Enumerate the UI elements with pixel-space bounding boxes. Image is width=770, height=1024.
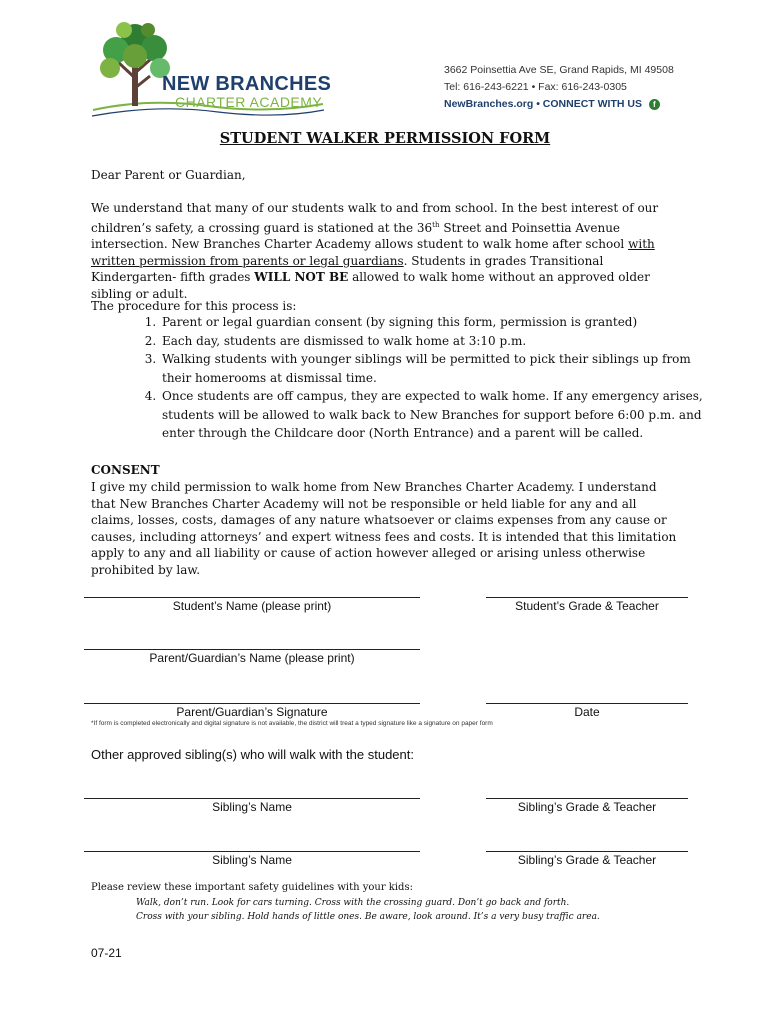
brand-name: NEW BRANCHES (162, 73, 332, 95)
procedure-intro: The procedure for this process is: (91, 299, 297, 313)
intro-paragraph (91, 200, 681, 302)
phone-fax: Tel: 616-243-6221 • Fax: 616-243-0305 (444, 81, 627, 93)
sibling-grade-line-1[interactable] (486, 798, 688, 799)
student-grade-label: Student’s Grade & Teacher (515, 599, 659, 613)
address: 3662 Poinsettia Ave SE, Grand Rapids, MI 49508 (444, 64, 674, 76)
consent-heading: CONSENT (91, 463, 160, 477)
connect-text: • CONNECT WITH US (536, 98, 642, 110)
list-item: 4. Once students are off campus, they are expected to walk home. If any emergency arises, students will be allowed to walk back to New Branches for support before 6:00 p.m. and enter through the Childcare door (North Entrance) and a parent will be called. (160, 387, 705, 443)
intro-sup: th (432, 220, 440, 229)
sibling-grade-line-2[interactable] (486, 851, 688, 852)
guardian-signature-label: Parent/Guardian’s Signature (176, 705, 328, 719)
sibling-name-label-2: Sibling’s Name (212, 853, 292, 867)
list-item: 1. Parent or legal guardian consent (by signing this form, permission is granted) (160, 313, 705, 332)
student-name-label: Student’s Name (please print) (172, 599, 332, 613)
student-grade-line[interactable] (486, 597, 688, 598)
sibling-name-line-2[interactable] (84, 851, 420, 852)
guardian-name-line[interactable] (84, 649, 420, 650)
intro-text-4: allowed to walk home without an approved older sibling or adult. (91, 270, 650, 301)
facebook-icon[interactable]: f (649, 99, 660, 110)
student-name-line[interactable] (84, 597, 420, 598)
list-item: 2. Each day, students are dismissed to walk home at 3:10 p.m. (160, 332, 705, 351)
list-item: 3. Walking students with younger siblings will be permitted to pick their siblings up from their homerooms at dismissal time. (160, 350, 705, 387)
intro-text-1: We understand that many of our students walk to and from school. In the best interest of our children’s safety, a crossing guard is stationed at the 36 (91, 201, 659, 235)
intro-underlined: with written permission from parents or legal guardians (91, 237, 655, 268)
sibling-name-line-1[interactable] (84, 798, 420, 799)
website-link[interactable]: NewBranches.org (444, 98, 534, 110)
safety-intro: Please review these important safety guidelines with your kids: (91, 882, 413, 893)
sibling-grade-label-1: Sibling’s Grade & Teacher (517, 800, 657, 814)
safety-tip-1: Walk, don’t run. Look for cars turning. Cross with the crossing guard. Don’t go back and forth. (136, 898, 570, 908)
sibling-name-label-1: Sibling’s Name (212, 800, 292, 814)
form-title: STUDENT WALKER PERMISSION FORM (219, 130, 551, 147)
intro-text-3: . Students in grades Transitional Kindergarten- fifth grades (91, 253, 604, 284)
date-label: Date (574, 705, 600, 719)
greeting: Dear Parent or Guardian, (91, 168, 246, 182)
contact-line (444, 98, 660, 110)
date-line[interactable] (486, 703, 688, 704)
intro-bold: WILL NOT BE (254, 270, 349, 284)
sibling-grade-label-2: Sibling’s Grade & Teacher (517, 853, 657, 867)
other-siblings-heading: Other approved sibling(s) who will walk with the student: (91, 747, 414, 762)
signature-note: *If form is completed electronically and digital signature is not available, the district will treat a typed signature like a signature on paper form (91, 720, 493, 727)
guardian-signature-line[interactable] (84, 703, 420, 704)
guardian-name-label: Parent/Guardian’s Name (please print) (149, 651, 355, 665)
procedure-list (136, 313, 705, 443)
intro-text-2: Street and Poinsettia Avenue intersection. New Branches Charter Academy allows student to walk home after school (91, 220, 629, 251)
form-code: 07-21 (91, 946, 122, 960)
consent-text: I give my child permission to walk home from New Branches Charter Academy. I understand that New Branches Charter Academy will not be responsible or held liable for any and all claims, losses, costs, damages of any nature whatsoever or claims expenses from any cause or causes, including attorneys’ and expert witness fees and costs. It is intended that this limitation apply to any and all liability or cause of action however alleged or arising unless otherwise prohibited by law. (91, 480, 677, 577)
brand-subtitle: CHARTER ACADEMY (175, 94, 323, 110)
safety-tip-2: Cross with your sibling. Hold hands of little ones. Be aware, look around. It’s a very busy traffic area. (136, 912, 600, 922)
